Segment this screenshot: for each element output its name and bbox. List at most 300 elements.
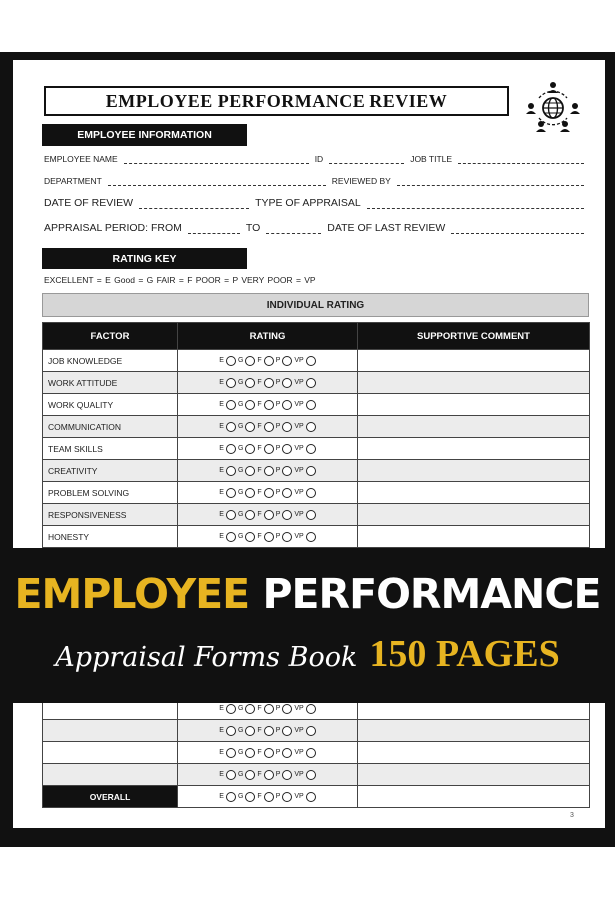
factor-cell: RESPONSIVENESS xyxy=(43,504,178,526)
rating-cell xyxy=(178,742,358,764)
rating-option-label: G xyxy=(237,727,244,734)
rating-option-label: F xyxy=(257,445,262,452)
circle-radio-icon[interactable] xyxy=(264,770,274,780)
rating-option-label: E xyxy=(219,423,224,430)
circle-radio-icon[interactable] xyxy=(226,770,236,780)
banner-headline-performance: PERFORMANCE xyxy=(249,570,601,618)
rating-option-label: F xyxy=(257,467,262,474)
circle-radio-icon[interactable] xyxy=(264,422,274,432)
factor-cell: WORK ATTITUDE xyxy=(43,372,178,394)
supportive-comment-cell[interactable] xyxy=(358,742,590,764)
circle-radio-icon[interactable] xyxy=(282,444,292,454)
circle-radio-icon[interactable] xyxy=(226,510,236,520)
rating-option-label: F xyxy=(257,379,262,386)
rating-option-label: F xyxy=(257,793,262,800)
form-title-review: REVIEW xyxy=(369,90,448,111)
row-name-id-title xyxy=(44,154,584,164)
date-of-last-review-field[interactable] xyxy=(451,224,584,234)
rating-option[interactable] xyxy=(294,488,315,498)
circle-radio-icon[interactable] xyxy=(282,770,292,780)
supportive-comment-cell[interactable] xyxy=(358,460,590,482)
rating-option-label: E xyxy=(219,445,224,452)
circle-radio-icon[interactable] xyxy=(282,704,292,714)
rating-option[interactable] xyxy=(257,510,273,520)
circle-radio-icon[interactable] xyxy=(264,488,274,498)
circle-radio-icon[interactable] xyxy=(226,444,236,454)
rating-key-text: EXCELLENT = E Good = G FAIR = F POOR = P VERY POOR = VP xyxy=(44,275,316,285)
rating-option-label: VP xyxy=(294,379,304,386)
rating-option-label: VP xyxy=(294,489,304,496)
rating-option[interactable] xyxy=(238,422,255,432)
rating-column-header: RATING xyxy=(178,323,358,350)
rating-option-label: P xyxy=(275,533,281,540)
circle-radio-icon[interactable] xyxy=(306,444,316,454)
rating-table-top xyxy=(42,322,590,548)
circle-radio-icon[interactable] xyxy=(306,400,316,410)
factor-cell: PROBLEM SOLVING xyxy=(43,482,178,504)
circle-radio-icon[interactable] xyxy=(264,444,274,454)
type-of-appraisal-label: TYPE OF APPRAISAL xyxy=(255,197,361,209)
table-row xyxy=(43,482,590,504)
rating-option-label: VP xyxy=(294,793,304,800)
circle-radio-icon[interactable] xyxy=(245,704,255,714)
rating-option-label: P xyxy=(275,771,281,778)
table-row xyxy=(43,526,590,548)
date-of-last-review-label: DATE OF LAST REVIEW xyxy=(327,222,446,234)
rating-option-label: G xyxy=(237,705,244,712)
circle-radio-icon[interactable] xyxy=(245,510,255,520)
job-title-label: JOB TITLE xyxy=(410,154,453,164)
rating-option-label: VP xyxy=(294,401,304,408)
rating-option[interactable] xyxy=(238,510,255,520)
banner-headline xyxy=(0,570,615,618)
rating-key-heading: RATING KEY xyxy=(42,248,247,269)
rating-option[interactable] xyxy=(294,378,315,388)
rating-option-label: E xyxy=(219,727,224,734)
circle-radio-icon[interactable] xyxy=(226,532,236,542)
rating-option-label: E xyxy=(219,749,224,756)
factor-cell xyxy=(43,764,178,786)
factor-cell xyxy=(43,742,178,764)
rating-option[interactable] xyxy=(219,488,236,498)
rating-option[interactable] xyxy=(257,792,273,802)
supportive-comment-cell[interactable] xyxy=(358,482,590,504)
rating-option-label: F xyxy=(257,357,262,364)
rating-cell xyxy=(178,482,358,504)
appraisal-period-from-field[interactable] xyxy=(188,224,240,234)
factor-cell: COMMUNICATION xyxy=(43,416,178,438)
table-row xyxy=(43,350,590,372)
circle-radio-icon[interactable] xyxy=(226,466,236,476)
job-title-field[interactable] xyxy=(458,154,584,164)
rating-option[interactable] xyxy=(257,466,273,476)
circle-radio-icon[interactable] xyxy=(306,532,316,542)
row-period xyxy=(44,222,584,234)
rating-option[interactable] xyxy=(257,356,273,366)
circle-radio-icon[interactable] xyxy=(245,748,255,758)
rating-option-label: VP xyxy=(294,445,304,452)
banner-headline-employee: EMPLOYEE xyxy=(14,570,250,618)
rating-option[interactable] xyxy=(219,400,236,410)
comment-column-header: SUPPORTIVE COMMENT xyxy=(358,323,590,350)
rating-option[interactable] xyxy=(257,532,273,542)
rating-option-label: E xyxy=(219,533,224,540)
rating-option-label: E xyxy=(219,401,224,408)
circle-radio-icon[interactable] xyxy=(306,466,316,476)
supportive-comment-cell[interactable] xyxy=(358,372,590,394)
rating-option-label: P xyxy=(275,489,281,496)
rating-option[interactable] xyxy=(257,488,273,498)
type-of-appraisal-field[interactable] xyxy=(367,199,584,209)
rating-option[interactable] xyxy=(294,726,315,736)
employee-name-label: EMPLOYEE NAME xyxy=(44,154,118,164)
rating-option[interactable] xyxy=(294,748,315,758)
table-row xyxy=(43,416,590,438)
circle-radio-icon[interactable] xyxy=(264,400,274,410)
rating-option[interactable] xyxy=(219,792,236,802)
rating-option[interactable] xyxy=(257,422,273,432)
rating-option[interactable] xyxy=(238,444,255,454)
circle-radio-icon[interactable] xyxy=(264,792,274,802)
rating-option[interactable] xyxy=(276,704,293,714)
rating-option-label: E xyxy=(219,357,224,364)
rating-option-label: VP xyxy=(294,467,304,474)
rating-option-label: P xyxy=(275,705,281,712)
appraisal-period-from-label: APPRAISAL PERIOD: FROM xyxy=(44,222,182,234)
to-label: TO xyxy=(245,222,261,234)
rating-option[interactable] xyxy=(276,770,293,780)
rating-option-label: VP xyxy=(294,533,304,540)
table-row xyxy=(43,504,590,526)
rating-option[interactable] xyxy=(238,792,255,802)
rating-option-label: P xyxy=(275,357,281,364)
circle-radio-icon[interactable] xyxy=(245,356,255,366)
rating-option-label: G xyxy=(237,793,244,800)
date-of-review-field[interactable] xyxy=(139,199,249,209)
overall-row xyxy=(43,786,590,808)
individual-rating-heading: INDIVIDUAL RATING xyxy=(42,293,589,317)
rating-option-label: VP xyxy=(294,749,304,756)
supportive-comment-cell[interactable] xyxy=(358,764,590,786)
circle-radio-icon[interactable] xyxy=(245,400,255,410)
rating-option[interactable] xyxy=(219,532,236,542)
rating-option-label: E xyxy=(219,793,224,800)
factor-cell: CREATIVITY xyxy=(43,460,178,482)
circle-radio-icon[interactable] xyxy=(306,792,316,802)
banner-subtitle-script: Appraisal Forms Book xyxy=(55,642,358,673)
supportive-comment-cell[interactable] xyxy=(358,786,590,808)
circle-radio-icon[interactable] xyxy=(245,444,255,454)
rating-option-label: VP xyxy=(294,727,304,734)
circle-radio-icon[interactable] xyxy=(282,532,292,542)
rating-option-label: F xyxy=(257,533,262,540)
page-number: 3 xyxy=(570,812,574,819)
circle-radio-icon[interactable] xyxy=(226,378,236,388)
rating-option-label: G xyxy=(237,401,244,408)
circle-radio-icon[interactable] xyxy=(264,726,274,736)
rating-option[interactable] xyxy=(276,792,293,802)
supportive-comment-cell[interactable] xyxy=(358,720,590,742)
rating-option[interactable] xyxy=(294,356,315,366)
rating-option-label: E xyxy=(219,467,224,474)
rating-option[interactable] xyxy=(238,726,255,736)
table-row xyxy=(43,742,590,764)
circle-radio-icon[interactable] xyxy=(226,400,236,410)
employee-information-heading: EMPLOYEE INFORMATION xyxy=(42,124,247,146)
rating-option[interactable] xyxy=(219,704,236,714)
rating-option-label: F xyxy=(257,771,262,778)
rating-option-label: VP xyxy=(294,357,304,364)
rating-option[interactable] xyxy=(219,748,236,758)
rating-option[interactable] xyxy=(219,444,236,454)
reviewed-by-label: REVIEWED BY xyxy=(331,176,391,186)
table-row xyxy=(43,764,590,786)
rating-option[interactable] xyxy=(276,422,293,432)
supportive-comment-cell[interactable] xyxy=(358,350,590,372)
rating-option[interactable] xyxy=(257,444,273,454)
rating-option[interactable] xyxy=(257,770,273,780)
team-network-icon xyxy=(525,80,581,136)
circle-radio-icon[interactable] xyxy=(306,422,316,432)
rating-option[interactable] xyxy=(276,510,293,520)
circle-radio-icon[interactable] xyxy=(264,378,274,388)
circle-radio-icon[interactable] xyxy=(245,378,255,388)
circle-radio-icon[interactable] xyxy=(245,792,255,802)
rating-option[interactable] xyxy=(219,378,236,388)
banner-page-count: 150 PAGES xyxy=(369,633,560,675)
rating-option-label: P xyxy=(275,445,281,452)
rating-option-label: P xyxy=(275,401,281,408)
rating-option[interactable] xyxy=(294,770,315,780)
rating-option[interactable] xyxy=(276,356,293,366)
rating-option-label: G xyxy=(237,357,244,364)
appraisal-period-to-field[interactable] xyxy=(266,224,321,234)
rating-option[interactable] xyxy=(238,488,255,498)
circle-radio-icon[interactable] xyxy=(306,726,316,736)
rating-option-label: P xyxy=(275,379,281,386)
rating-option[interactable] xyxy=(276,400,293,410)
rating-option-label: G xyxy=(237,489,244,496)
rating-option-label: P xyxy=(275,467,281,474)
circle-radio-icon[interactable] xyxy=(282,400,292,410)
circle-radio-icon[interactable] xyxy=(306,356,316,366)
factor-cell: WORK QUALITY xyxy=(43,394,178,416)
rating-option-label: F xyxy=(257,511,262,518)
id-field[interactable] xyxy=(329,154,404,164)
circle-radio-icon[interactable] xyxy=(282,792,292,802)
circle-radio-icon[interactable] xyxy=(226,488,236,498)
rating-cell xyxy=(178,786,358,808)
circle-radio-icon[interactable] xyxy=(264,466,274,476)
rating-option-label: VP xyxy=(294,423,304,430)
rating-option-label: G xyxy=(237,445,244,452)
rating-option-label: E xyxy=(219,705,224,712)
supportive-comment-cell[interactable] xyxy=(358,504,590,526)
rating-option[interactable] xyxy=(294,532,315,542)
department-field[interactable] xyxy=(108,176,326,186)
rating-option[interactable] xyxy=(238,378,255,388)
rating-option-label: F xyxy=(257,749,262,756)
circle-radio-icon[interactable] xyxy=(245,422,255,432)
rating-option[interactable] xyxy=(276,444,293,454)
rating-option[interactable] xyxy=(257,378,273,388)
table-row xyxy=(43,372,590,394)
circle-radio-icon[interactable] xyxy=(306,488,316,498)
circle-radio-icon[interactable] xyxy=(245,770,255,780)
circle-radio-icon[interactable] xyxy=(226,726,236,736)
circle-radio-icon[interactable] xyxy=(282,356,292,366)
circle-radio-icon[interactable] xyxy=(264,748,274,758)
rating-cell xyxy=(178,504,358,526)
rating-option[interactable] xyxy=(294,400,315,410)
circle-radio-icon[interactable] xyxy=(226,748,236,758)
rating-option-label: E xyxy=(219,511,224,518)
rating-option-label: E xyxy=(219,379,224,386)
rating-option-label: P xyxy=(275,793,281,800)
rating-option[interactable] xyxy=(276,488,293,498)
row-department-reviewer xyxy=(44,176,584,186)
factor-column-header: FACTOR xyxy=(43,323,178,350)
rating-option[interactable] xyxy=(294,422,315,432)
rating-option-label: F xyxy=(257,401,262,408)
rating-option[interactable] xyxy=(238,356,255,366)
rating-option-label: VP xyxy=(294,771,304,778)
rating-option-label: E xyxy=(219,489,224,496)
rating-option-label: VP xyxy=(294,705,304,712)
rating-option[interactable] xyxy=(276,726,293,736)
rating-option[interactable] xyxy=(219,466,236,476)
circle-radio-icon[interactable] xyxy=(264,510,274,520)
table-row xyxy=(43,460,590,482)
department-label: DEPARTMENT xyxy=(44,176,102,186)
supportive-comment-cell[interactable] xyxy=(358,394,590,416)
circle-radio-icon[interactable] xyxy=(306,748,316,758)
rating-option[interactable] xyxy=(257,704,273,714)
overall-label: OVERALL xyxy=(43,786,178,808)
rating-option[interactable] xyxy=(238,748,255,758)
rating-cell xyxy=(178,372,358,394)
rating-option[interactable] xyxy=(238,400,255,410)
factor-cell: JOB KNOWLEDGE xyxy=(43,350,178,372)
rating-option[interactable] xyxy=(238,770,255,780)
rating-table-bottom xyxy=(42,697,590,808)
rating-option-label: G xyxy=(237,511,244,518)
rating-option[interactable] xyxy=(219,356,236,366)
rating-option[interactable] xyxy=(276,466,293,476)
rating-option[interactable] xyxy=(294,510,315,520)
supportive-comment-cell[interactable] xyxy=(358,416,590,438)
circle-radio-icon[interactable] xyxy=(264,532,274,542)
rating-option-label: F xyxy=(257,423,262,430)
rating-cell xyxy=(178,416,358,438)
rating-option[interactable] xyxy=(219,726,236,736)
rating-option-label: G xyxy=(237,379,244,386)
factor-cell: TEAM SKILLS xyxy=(43,438,178,460)
rating-option-label: P xyxy=(275,749,281,756)
circle-radio-icon[interactable] xyxy=(245,726,255,736)
rating-cell xyxy=(178,438,358,460)
rating-option[interactable] xyxy=(238,466,255,476)
rating-option[interactable] xyxy=(219,422,236,432)
form-title-main: EMPLOYEE PERFORMANCE xyxy=(105,90,366,111)
circle-radio-icon[interactable] xyxy=(282,748,292,758)
date-of-review-label: DATE OF REVIEW xyxy=(44,197,134,209)
table-row xyxy=(43,394,590,416)
circle-radio-icon[interactable] xyxy=(306,510,316,520)
rating-option-label: E xyxy=(219,771,224,778)
rating-option[interactable] xyxy=(294,792,315,802)
id-label: ID xyxy=(314,154,324,164)
circle-radio-icon[interactable] xyxy=(306,378,316,388)
rating-option-label: G xyxy=(237,771,244,778)
circle-radio-icon[interactable] xyxy=(282,510,292,520)
table-row xyxy=(43,438,590,460)
circle-radio-icon[interactable] xyxy=(226,356,236,366)
circle-radio-icon[interactable] xyxy=(282,466,292,476)
row-date-type xyxy=(44,197,584,209)
table-row xyxy=(43,720,590,742)
rating-option[interactable] xyxy=(276,748,293,758)
rating-option[interactable] xyxy=(257,400,273,410)
rating-option[interactable] xyxy=(294,704,315,714)
circle-radio-icon[interactable] xyxy=(306,770,316,780)
circle-radio-icon[interactable] xyxy=(306,704,316,714)
rating-option-label: G xyxy=(237,423,244,430)
supportive-comment-cell[interactable] xyxy=(358,526,590,548)
reviewed-by-field[interactable] xyxy=(397,176,584,186)
rating-option-label: F xyxy=(257,727,262,734)
rating-option[interactable] xyxy=(276,378,293,388)
form-title xyxy=(44,86,509,116)
rating-option[interactable] xyxy=(257,726,273,736)
rating-option-label: P xyxy=(275,423,281,430)
rating-option[interactable] xyxy=(238,532,255,542)
circle-radio-icon[interactable] xyxy=(245,532,255,542)
rating-option[interactable] xyxy=(294,444,315,454)
circle-radio-icon[interactable] xyxy=(226,704,236,714)
circle-radio-icon[interactable] xyxy=(226,792,236,802)
rating-option[interactable] xyxy=(257,748,273,758)
supportive-comment-cell[interactable] xyxy=(358,438,590,460)
rating-option[interactable] xyxy=(294,466,315,476)
banner-subtitle xyxy=(0,632,615,676)
rating-cell xyxy=(178,460,358,482)
circle-radio-icon[interactable] xyxy=(245,466,255,476)
employee-name-field[interactable] xyxy=(124,154,309,164)
circle-radio-icon[interactable] xyxy=(245,488,255,498)
rating-option-label: P xyxy=(275,727,281,734)
circle-radio-icon[interactable] xyxy=(282,422,292,432)
rating-option-label: G xyxy=(237,467,244,474)
rating-cell xyxy=(178,526,358,548)
rating-cell xyxy=(178,394,358,416)
rating-option[interactable] xyxy=(276,532,293,542)
rating-cell xyxy=(178,350,358,372)
rating-option[interactable] xyxy=(219,770,236,780)
circle-radio-icon[interactable] xyxy=(282,488,292,498)
rating-option[interactable] xyxy=(219,510,236,520)
rating-option[interactable] xyxy=(238,704,255,714)
circle-radio-icon[interactable] xyxy=(282,378,292,388)
rating-option-label: F xyxy=(257,489,262,496)
circle-radio-icon[interactable] xyxy=(226,422,236,432)
circle-radio-icon[interactable] xyxy=(282,726,292,736)
rating-option-label: VP xyxy=(294,511,304,518)
circle-radio-icon[interactable] xyxy=(264,704,274,714)
circle-radio-icon[interactable] xyxy=(264,356,274,366)
rating-option-label: P xyxy=(275,511,281,518)
rating-option-label: G xyxy=(237,533,244,540)
